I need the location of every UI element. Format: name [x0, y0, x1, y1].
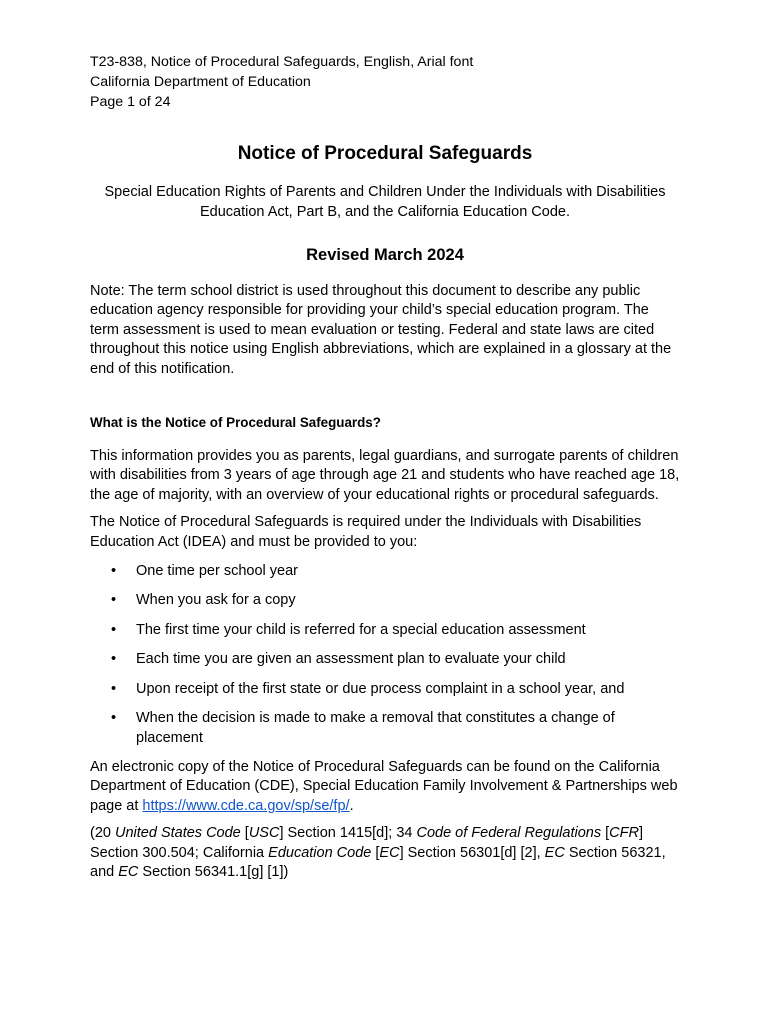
requirement-paragraph: The Notice of Procedural Safeguards is required under the Individuals with Disabilities Education Act (IDEA) and must be provided to you: [90, 514, 642, 550]
citation-text: ] Section 56301[d] [2], [399, 844, 545, 861]
organization-line: California Department of Education [90, 74, 311, 90]
list-item-text: The first time your child is referred for a special education assessment [136, 621, 586, 638]
delivery-conditions-list [90, 562, 680, 748]
list-item-text: Upon receipt of the first state or due process complaint in a school year, and [136, 680, 625, 697]
legal-citation [90, 824, 680, 882]
citation-italic: EC [544, 844, 565, 861]
bullet-icon: • [111, 621, 117, 638]
terminology-note: Note: The term school district is used throughout this document to describe any public education agency responsible for providing your child’s special education program. The term assessment is used to mean evaluation or testing. Federal and state laws are cited throughout this notice using English abbreviations, which are explained in a glossary at the end of this notification. [90, 283, 672, 377]
list-item-text: When you ask for a copy [136, 592, 296, 609]
citation-text: Section 56321, and [90, 844, 666, 880]
page-number: Page 1 of 24 [90, 94, 171, 110]
bullet-icon: • [111, 710, 117, 727]
list-item [90, 680, 680, 699]
citation-italic: United States Code [115, 825, 241, 842]
document-subtitle [90, 182, 680, 222]
cde-family-involvement-link[interactable]: https://www.cde.ca.gov/sp/se/fp/ [142, 797, 350, 814]
citation-text: [ [371, 844, 380, 861]
list-item [90, 709, 680, 748]
list-item-text: Each time you are given an assessment plan to evaluate your child [136, 651, 566, 668]
list-item [90, 562, 680, 581]
intro-paragraph: This information provides you as parents, legal guardians, and surrogate parents of children with disabilities from 3 years of age through age 21 and students who have reached age 18, the age of majority, with an overview of your educational rights or procedural safeguards. [90, 448, 680, 503]
bullet-icon: • [111, 680, 117, 697]
electronic-copy-text: An electronic copy of the Notice of Procedural Safeguards can be found on the California Department of Education (CDE), Special Education Family Involvement & Partnerships web page at [90, 758, 678, 814]
electronic-copy-paragraph [90, 758, 680, 816]
citation-italic: EC [379, 844, 400, 861]
subtitle-line-2: Education Act, Part B, and the California Education Code. [200, 204, 570, 220]
bullet-icon: • [111, 651, 117, 668]
citation-italic: Code of Federal Regulations [416, 825, 602, 842]
list-item [90, 650, 680, 669]
citation-text: ] Section 1415[d]; 34 [279, 825, 417, 842]
document-title: Notice of Procedural Safeguards [237, 143, 533, 164]
sentence-end: . [349, 797, 354, 814]
list-item [90, 621, 680, 640]
list-item-text: One time per school year [136, 563, 298, 580]
bullet-icon: • [111, 563, 117, 580]
citation-italic: CFR [609, 825, 639, 842]
section-heading: What is the Notice of Procedural Safeguards? [90, 415, 381, 431]
citation-italic: EC [118, 863, 139, 880]
citation-text: (20 [90, 825, 115, 842]
subtitle-line-1: Special Education Rights of Parents and Children Under the Individuals with Disabilities [104, 184, 666, 200]
list-item [90, 591, 680, 610]
citation-italic: Education Code [268, 844, 372, 861]
citation-text: ] Section 300.504; California [90, 825, 643, 861]
revision-date: Revised March 2024 [306, 246, 464, 264]
citation-text: Section 56341.1[g] [1]) [138, 863, 289, 880]
citation-italic: USC [248, 825, 280, 842]
citation-text: [ [240, 825, 249, 842]
list-item-text: When the decision is made to make a removal that constitutes a change of placement [136, 710, 615, 746]
document-id-line: T23-838, Notice of Procedural Safeguards, English, Arial font [90, 54, 474, 70]
bullet-icon: • [111, 592, 117, 609]
citation-text: [ [601, 825, 610, 842]
document-header [90, 52, 680, 112]
